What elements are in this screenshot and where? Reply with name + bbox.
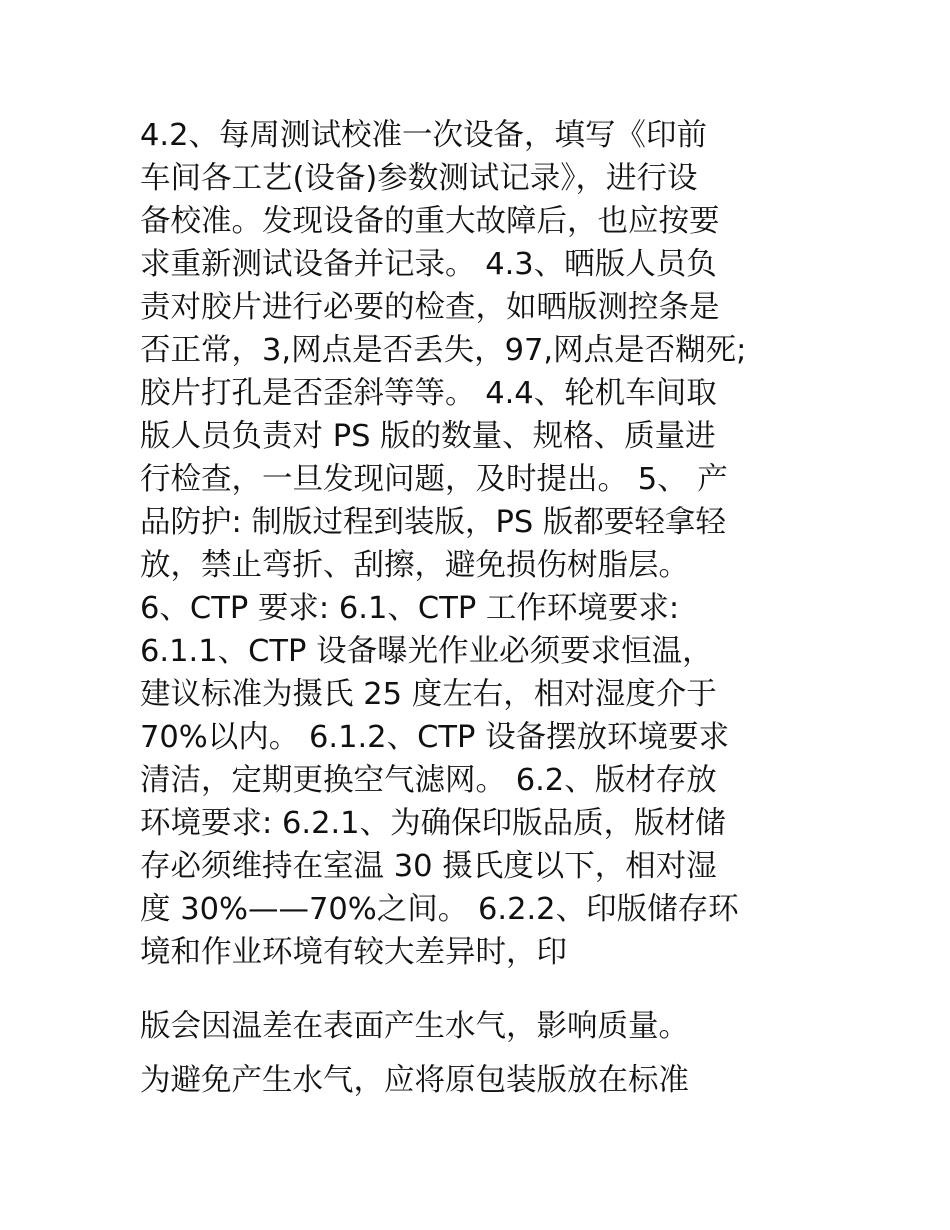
text-line: 品防护: 制版过程到装版，PS 版都要轻拿轻 <box>140 505 726 540</box>
text-line: 70%以内。 6.1.2、CTP 设备摆放环境要求 <box>140 720 730 755</box>
text-line: 行检查，一旦发现问题，及时提出。 5、 产 <box>140 462 728 497</box>
text-line: 4.2、每周测试校准一次设备，填写《印前 <box>140 118 708 153</box>
text-line: 版人员负责对 PS 版的数量、规格、质量进 <box>140 419 716 454</box>
text-line: 度 30%——70%之间。 6.2.2、印版储存环 <box>140 892 739 927</box>
text-line: 备校准。发现设备的重大故障后，也应按要 <box>140 204 720 239</box>
text-block-continued <box>140 1000 840 1108</box>
text-line: 胶片打孔是否歪斜等等。 4.4、轮机车间取 <box>140 376 717 411</box>
text-block-main <box>140 114 840 974</box>
text-line: 6.1.1、CTP 设备曝光作业必须要求恒温， <box>140 634 713 669</box>
text-line: 建议标准为摄氏 25 度左右，相对湿度介于 <box>140 677 717 712</box>
text-line: 版会因温差在表面产生水气，影响质量。 <box>140 1009 689 1044</box>
text-line: 求重新测试设备并记录。 4.3、晒版人员负 <box>140 247 717 282</box>
text-line: 放，禁止弯折、刮擦，避免损伤树脂层。 <box>140 548 689 583</box>
text-line: 为避免产生水气，应将原包装版放在标准 <box>140 1063 689 1098</box>
text-line: 环境要求: 6.2.1、为确保印版品质，版材储 <box>140 806 726 841</box>
text-line: 否正常，3,网点是否丢失，97,网点是否糊死; <box>140 333 747 368</box>
text-line: 责对胶片进行必要的检查，如晒版测控条是 <box>140 290 720 325</box>
text-line: 存必须维持在室温 30 摄氏度以下，相对湿 <box>140 849 717 884</box>
text-line: 境和作业环境有较大差异时，印 <box>140 935 567 970</box>
text-line: 清洁，定期更换空气滤网。 6.2、版材存放 <box>140 763 717 798</box>
text-line: 6、CTP 要求: 6.1、CTP 工作环境要求: <box>140 591 680 626</box>
text-line: 车间各工艺(设备)参数测试记录》，进行设 <box>140 161 698 196</box>
